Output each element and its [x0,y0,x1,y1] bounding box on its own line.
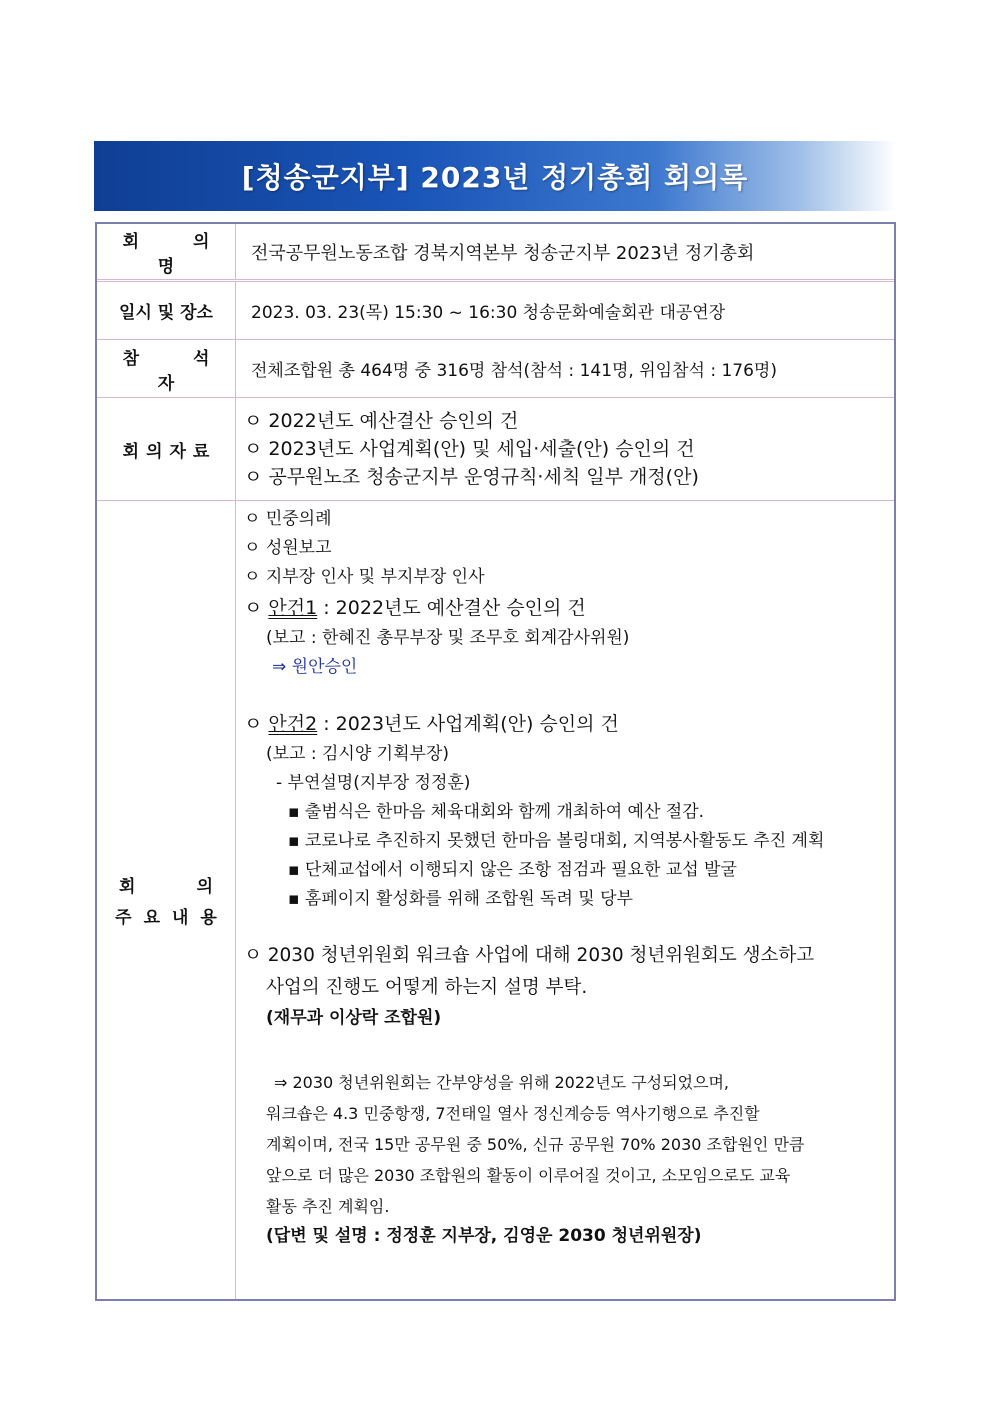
question-asker: (재무과 이상락 조합원) [266,1008,442,1028]
agenda2-point: ▪ 단체교섭에서 이행되지 않은 조항 점검과 필요한 교섭 발굴 [288,860,737,880]
agenda1-tag: 안건1 [268,597,318,619]
intro-item: ㅇ 민중의례 [244,509,332,529]
material-item: ㅇ 공무원노조 청송군지부 운영규칙·세칙 일부 개정(안) [244,466,699,488]
answer-line: 계획이며, 전국 15만 공무원 중 50%, 신규 공무원 70% 2030 조합원인 만큼 [266,1135,805,1154]
answer-line: 활동 추진 계획임. [266,1197,390,1216]
agenda2-sub-header: - 부연설명(지부장 정정훈) [276,773,471,793]
value-datetime-place: 2023. 03. 23(목) 15:30 ~ 16:30 청송문화예술회관 대공연장 [251,303,726,323]
row-attendees [97,340,894,398]
answer-respondent: (답변 및 설명 : 정정훈 지부장, 김영운 2030 청년위원장) [266,1226,702,1246]
material-item: ㅇ 2023년도 사업계획(안) 및 세입·세출(안) 승인의 건 [244,438,695,460]
answer-line: 앞으로 더 많은 2030 조합원의 활동이 이루어질 것이고, 소모임으로도 교육 [266,1166,791,1185]
agenda2-point: ▪ 홈페이지 활성화를 위해 조합원 독려 및 당부 [288,889,633,909]
agenda2-point: ▪ 출범식은 한마음 체육대회와 함께 개최하여 예산 절감. [288,802,705,822]
label-datetime-place: 일시 및 장소 [97,282,236,339]
row-meeting-name [97,224,894,282]
main-content-body [236,501,894,1299]
agenda1-title: ㅇ 안건1 : 2022년도 예산결산 승인의 건 [244,597,586,619]
label-main-content [97,501,236,1299]
agenda1-report: (보고 : 한혜진 총무부장 및 조무호 회계감사위원) [266,628,630,648]
question-line2: 사업의 진행도 어떻게 하는지 설명 부탁. [266,977,588,998]
answer-line: 워크숍은 4.3 민중항쟁, 7전태일 열사 정신계승등 역사기행으로 추진할 [266,1104,760,1123]
page-title: [청송군지부] 2023년 정기총회 회의록 [241,161,749,194]
label-meeting-name: 회 의 명 [97,224,236,279]
answer-line: ⇒ 2030 청년위원회는 간부양성을 위해 2022년도 구성되었으며, [274,1073,730,1092]
intro-item: ㅇ 지부장 인사 및 부지부장 인사 [244,567,485,587]
row-materials [97,398,894,501]
materials-list [236,398,894,500]
label-materials: 회의자료 [97,398,236,500]
row-datetime-place [97,282,894,340]
value-meeting-name: 전국공무원노동조합 경북지역본부 청송군지부 2023년 정기총회 [251,242,755,264]
label-attendees: 참 석 자 [97,340,236,397]
agenda2-report: (보고 : 김시양 기획부장) [266,744,450,764]
label-main-content-line2: 주요내용 [115,908,229,928]
intro-item: ㅇ 성원보고 [244,538,332,558]
minutes-table [95,222,896,1301]
agenda2-title: ㅇ 안건2 : 2023년도 사업계획(안) 승인의 건 [244,713,619,735]
question-line1: ㅇ 2030 청년위원회 워크숍 사업에 대해 2030 청년위원회도 생소하고 [244,945,815,966]
agenda2-point: ▪ 코로나로 추진하지 못했던 한마음 볼링대회, 지역봉사활동도 추진 계획 [288,831,825,851]
title-banner [94,141,896,211]
agenda1-result: ⇒ 원안승인 [272,657,358,677]
agenda2-tag: 안건2 [268,713,318,735]
value-attendees: 전체조합원 총 464명 중 316명 참석(참석 : 141명, 위임참석 : 176명) [251,361,777,381]
material-item: ㅇ 2022년도 예산결산 승인의 건 [244,410,519,432]
row-main-content [97,501,894,1299]
label-main-content-line1: 회 의 [119,877,213,897]
